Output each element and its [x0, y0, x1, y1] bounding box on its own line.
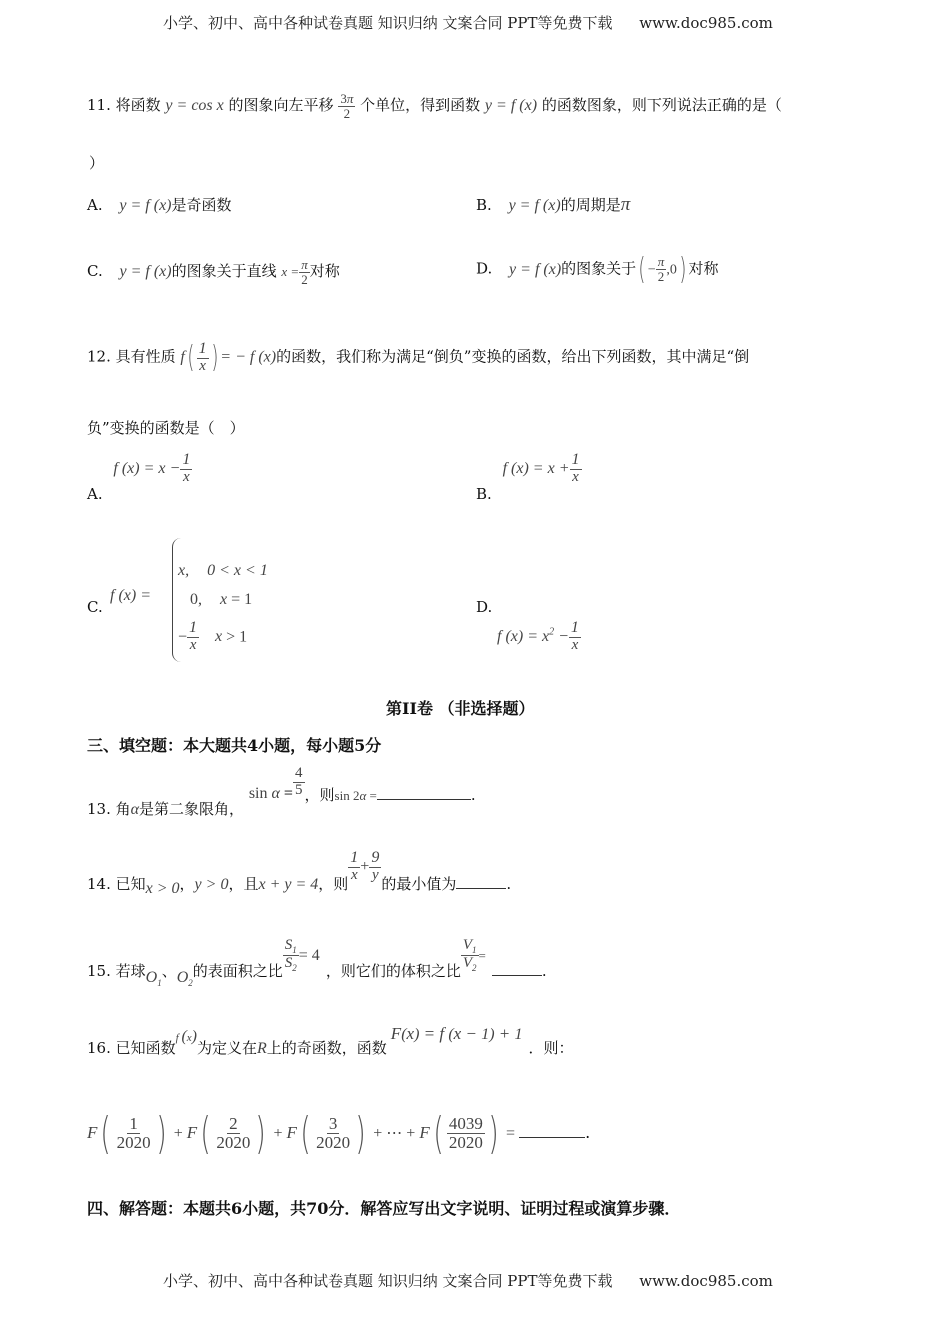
q15-math-o1: $O_1$: [145, 968, 162, 989]
q13-math-sin: sin α =: [248, 785, 294, 803]
option-text: 的图象关于直线: [171, 262, 277, 281]
q12-option-d[interactable]: [497, 620, 581, 654]
q11-stem-d: 的函数图象，则下列说法正确的是（: [541, 96, 782, 115]
q12-option-b[interactable]: [476, 451, 582, 503]
option-text: 的周期是: [560, 196, 621, 214]
q16-d: ．则：: [528, 1039, 574, 1057]
option-math: f (x) = x +: [502, 459, 570, 477]
page-header: [163, 12, 773, 33]
q15-d: ，则它们的体积之比: [325, 961, 461, 980]
q11-math-3pi2: $\frac{3\pi}{2}$: [340, 91, 354, 121]
piecewise-case-3: − $\frac{1}{x}$ x > 1: [178, 619, 248, 653]
q12-stem-a: 12. 具有性质: [87, 347, 176, 366]
q13-answer-blank[interactable]: [377, 798, 471, 800]
section-3-title: 三、填空题：本大题共4小题，每小题5分: [87, 736, 382, 755]
q16-math-fx: f (x): [175, 1028, 197, 1045]
q12-paren: (: [187, 340, 195, 375]
option-math: y = f (x): [119, 263, 172, 281]
q15-c: 的表面积之比: [192, 961, 283, 980]
option-label: D.: [476, 259, 493, 278]
option-math: y = f (x): [508, 197, 561, 214]
q16-sum-equation: F( $\frac{1}{2020}$ ) + F( $\frac{2}{2020}$ ) + F( $\frac{3}{2020}$ ) + ⋯ + F( $\frac{4039}{2020}$ ) = .: [87, 1108, 591, 1159]
header-text: 小学、初中、高中各种试卷真题 知识归纳 文案合同 PPT等免费下载: [163, 14, 613, 32]
option-math-frac: $\frac{1}{x}$: [571, 451, 580, 485]
q11-stem-end: ）: [89, 154, 105, 172]
q14-math-y: y > 0: [194, 875, 229, 893]
option-math: f $(x) = x^2$ −: [497, 626, 569, 646]
q12-option-c-math-f[interactable]: f (x) =: [110, 587, 152, 604]
option-text: 对称: [688, 259, 719, 278]
q15: 15. 若球$O_1$、$O_2$的表面积之比 $\frac{S_1}{S_2}$ = 4，则它们的体积之比 $\frac{V_1}{V_2}$ =.: [87, 937, 547, 989]
option-math-pi: π: [620, 194, 631, 215]
q11-math-cos: y = cos x: [165, 97, 224, 115]
q15-answer-blank[interactable]: [492, 974, 542, 976]
q11-option-d[interactable]: D. y = f (x)的图象关于( − $\frac{\pi}{2}$ ,0) 对称: [476, 252, 719, 287]
q15-math-v-ratio: $\frac{V_1}{V_2}$: [462, 937, 477, 974]
q14-b: ，: [179, 874, 195, 893]
q14-c: ，且: [228, 874, 259, 893]
q14-e: 的最小值为: [381, 874, 457, 893]
q13-d: .: [470, 786, 476, 805]
q13: [87, 765, 476, 819]
q12-math-1x: $\frac{1}{x}$: [198, 339, 207, 374]
q16-answer-blank[interactable]: [519, 1136, 585, 1138]
option-text: 对称: [309, 262, 340, 281]
option-math-x: x =: [281, 264, 300, 280]
option-label: B.: [476, 196, 492, 214]
option-math-frac: $\frac{1}{x}$: [570, 619, 579, 653]
option-math: y = f (x): [119, 197, 172, 214]
section-2-title: 第II卷 （非选择题）: [386, 699, 535, 718]
q13-math-sin2a: sin 2α =: [334, 788, 377, 804]
q15-math-s-ratio: $\frac{S_1}{S_2}$: [284, 937, 297, 974]
option-math: y = f (x): [509, 260, 562, 278]
q12-paren: ): [210, 340, 218, 375]
q14-math-frac1: $\frac{1}{x}$: [350, 849, 359, 883]
q12-option-d-label: D.: [476, 598, 493, 616]
q11-math-f: y = f (x): [484, 97, 538, 115]
q11-stem: [87, 92, 782, 120]
q14-answer-blank[interactable]: [456, 887, 506, 889]
option-math: f (x) = x −: [113, 459, 181, 477]
alpha-symbol: α: [130, 801, 140, 819]
option-math-pi2: $\frac{\pi}{2}$: [301, 257, 308, 287]
q14-a: 14. 已知: [87, 874, 146, 893]
option-math-paren: ): [679, 252, 687, 287]
q14-math-frac2: $\frac{9}{y}$: [371, 849, 380, 883]
q16-math-r: R: [257, 1040, 267, 1057]
footer-site: www.doc985.com: [639, 1272, 773, 1290]
q13-a: 13. 角: [87, 800, 131, 819]
q16-c: 上的奇函数，函数: [266, 1039, 387, 1057]
header-site: www.doc985.com: [639, 14, 773, 32]
q16-math-F: F(x) = f (x − 1) + 1: [390, 1024, 523, 1043]
option-label: A.: [87, 196, 103, 214]
q15-b: 、: [161, 961, 177, 980]
q11-stem-a: 11. 将函数: [87, 96, 161, 115]
q12-option-a[interactable]: [87, 451, 192, 503]
q16-a: 16. 已知函数: [87, 1039, 176, 1057]
page-footer: [163, 1270, 773, 1291]
q16: [87, 1023, 574, 1057]
q12-math-property: f: [180, 348, 185, 366]
q11-stem-c: 个单位，得到函数: [360, 96, 481, 115]
q11-stem-b: 的图象向左平移: [228, 96, 334, 115]
q14-f: .: [506, 874, 512, 893]
option-text: 的图象关于: [561, 259, 637, 278]
q11-option-b[interactable]: [476, 194, 630, 216]
option-math-pi2: $\frac{\pi}{2}$: [657, 254, 665, 284]
footer-text: 小学、初中、高中各种试卷真题 知识归纳 文案合同 PPT等免费下载: [163, 1272, 613, 1290]
section-4-title: 四、解答题：本题共6小题，共70分．解答应写出文字说明、证明过程或演算步骤．: [87, 1199, 681, 1218]
q13-math-frac: $\frac{4}{5}$: [295, 765, 303, 798]
q14-math-x: x > 0: [145, 879, 180, 897]
q15-math-o2: $O_2$: [176, 968, 193, 989]
option-text: 是奇函数: [171, 196, 232, 214]
q16-b: 为定义在: [196, 1039, 257, 1057]
q11-option-c[interactable]: [87, 258, 340, 286]
option-math-paren: (: [638, 252, 646, 287]
option-label: A.: [87, 484, 103, 503]
q12-stem-b: 的函数，我们称为满足“倒负”变换的函数，给出下列函数，其中满足“倒: [276, 347, 750, 366]
q16-e: .: [585, 1123, 591, 1142]
q15-a: 15. 若球: [87, 961, 146, 980]
q13-b: 是第二象限角，: [139, 800, 245, 819]
q14: 14. 已知x > 0，y > 0，且x + y = 4，则 $\frac{1}{x}$ + $\frac{9}{y}$ 的最小值为 .: [87, 849, 512, 897]
q11-option-a[interactable]: [87, 194, 232, 215]
q14-math-sum: x + y = 4: [258, 875, 319, 893]
q15-e: .: [541, 961, 547, 980]
q14-d: ，则: [318, 874, 349, 893]
q12-stem-end: 负”变换的函数是（ ）: [87, 419, 245, 437]
option-label: B.: [476, 484, 492, 503]
piecewise-case-1: x, 0 < x < 1: [178, 562, 268, 579]
piecewise-case-2: 0, x = 1: [190, 591, 253, 608]
q12-stem: 12. 具有性质 f( $\frac{1}{x}$ ) = − f (x)的函数，我们称为满足“倒负”变换的函数，给出下列函数，其中满足“倒: [87, 339, 750, 375]
q13-c: ，则: [304, 786, 335, 805]
option-label: C.: [87, 262, 103, 281]
q12-option-c-label: C.: [87, 598, 103, 616]
option-math-frac: $\frac{1}{x}$: [182, 451, 191, 485]
